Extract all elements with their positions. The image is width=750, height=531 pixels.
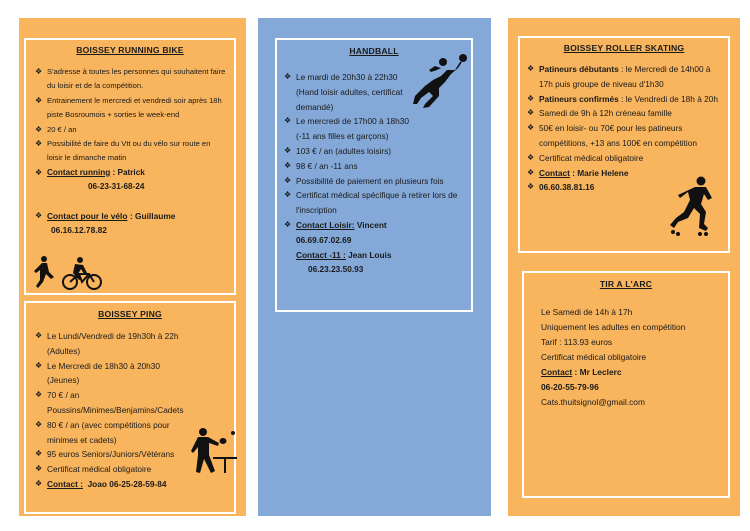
list-item: ❖ 70 € / an Poussins/Minimes/Benjamins/Cadets xyxy=(35,390,184,415)
archery-schedule: Le Samedi de 14h à 17h xyxy=(541,307,633,317)
roller-contact-label: Contact xyxy=(539,167,570,178)
contact-bike-label: Contact pour le vélo xyxy=(47,211,128,222)
roller-contact-phone: 06.60.38.81.16 xyxy=(539,182,595,193)
bullet-icon: ❖ xyxy=(284,190,292,200)
list-item: ❖ Possibilité de faire du Vtt ou du vélo sur route en loisir le dimanche matin xyxy=(35,139,211,163)
bullet-icon: ❖ xyxy=(35,95,43,105)
contact-running-phone: 06-23-31-68-24 xyxy=(88,182,145,192)
contact-loisir-phone: 06.69.67.02.69 xyxy=(296,234,352,245)
roller-skating-title: BOISSEY ROLLER SKATING xyxy=(563,43,685,53)
ping-title: BOISSEY PING xyxy=(98,309,162,319)
archery-contact-label: Contact xyxy=(541,367,573,377)
bullet-icon: ❖ xyxy=(35,449,43,459)
handball-title: HANDBALL xyxy=(349,46,399,56)
list-item: ❖ Contact running : Patrick xyxy=(35,166,228,180)
archery-price: Tarif : 113.93 euros xyxy=(541,337,613,347)
list-item: ❖ 103 € / an (adultes loisirs) xyxy=(284,144,465,159)
contact-bike-line: ❖ Contact pour le vélo : Guillaume xyxy=(35,211,176,222)
list-item: ❖ Possibilité de paiement en plusieurs fois xyxy=(284,174,459,189)
bullet-icon: ❖ xyxy=(35,139,43,149)
bullet-icon: ❖ xyxy=(527,167,535,177)
contact-loisir-label: Contact Loisir: xyxy=(296,219,355,230)
list-item: ❖ Entrainement le mercredi et vendredi soir après 18h piste Bosroumois + sorties le week-end xyxy=(35,95,222,120)
handball-player-icon xyxy=(411,52,469,110)
right-column xyxy=(508,18,740,516)
roller-skating-box xyxy=(518,36,730,253)
bullet-icon: ❖ xyxy=(35,331,43,340)
contact-11-label: Contact -11 : xyxy=(296,249,346,260)
list-item: ❖ Certificat médical obligatoire xyxy=(35,462,228,477)
bullet-icon: ❖ xyxy=(284,72,292,81)
bullet-icon: ❖ xyxy=(284,160,292,170)
bullet-icon: ❖ xyxy=(284,219,292,229)
bullet-icon: ❖ xyxy=(35,360,43,370)
bullet-icon: ❖ xyxy=(527,182,535,192)
bullet-icon: ❖ xyxy=(527,93,535,103)
list-item: ❖ Samedi de 9h à 12h créneau famille xyxy=(527,106,722,121)
bullet-icon: ❖ xyxy=(35,478,43,488)
bullet-icon: ❖ xyxy=(527,108,535,118)
running-bike-box xyxy=(24,38,236,295)
ping-contact-label: Contact : xyxy=(47,478,83,489)
bullet-icon: ❖ xyxy=(35,464,43,474)
contact-bike-phone: 06.16.12.78.82 xyxy=(51,225,107,236)
list-item: ❖ 80 € / an (avec compétitions pour minimes et cadets) xyxy=(35,419,170,445)
bullet-icon: ❖ xyxy=(35,390,43,400)
contact-11-line: Contact -11 : Jean Louis xyxy=(296,249,392,260)
bullet-icon: ❖ xyxy=(284,145,292,155)
confirmed-label: Patineurs confirmés xyxy=(539,93,619,104)
runner-and-cyclist-icon xyxy=(34,255,106,291)
running-bike-title: BOISSEY RUNNING BIKE xyxy=(76,45,184,55)
beginners-label: Patineurs débutants xyxy=(539,64,619,74)
list-item: ❖ Certificat médical obligatoire xyxy=(527,151,722,166)
middle-column xyxy=(258,18,491,516)
archery-box xyxy=(522,271,730,498)
table-tennis-player-icon xyxy=(191,427,237,475)
roller-skater-icon xyxy=(670,176,720,238)
list-item: ❖ Patineurs débutants : le Mercredi de 14h00 à 17h puis groupe de niveau d'1h30 xyxy=(527,64,711,89)
running-bike-list xyxy=(35,65,228,180)
bullet-icon: ❖ xyxy=(527,123,535,133)
left-column xyxy=(19,18,246,516)
list-item: ❖ Contact Loisir: Vincent xyxy=(284,218,465,233)
list-item: ❖ S'adresse à toutes les personnes qui souhaitent faire du loisir et de la compétition. xyxy=(35,67,226,91)
bullet-icon: ❖ xyxy=(35,211,43,221)
archery-title: TIR A L'ARC xyxy=(599,279,653,289)
bullet-icon: ❖ xyxy=(527,152,535,162)
list-item: ❖ Le mardi de 20h30 à 22h30 (Hand loisir adultes, certificat demandé) xyxy=(284,72,403,112)
handball-box xyxy=(275,38,473,312)
bullet-icon: ❖ xyxy=(35,67,43,76)
list-item: ❖ 98 € / an -11 ans xyxy=(284,159,465,174)
archery-details xyxy=(541,305,728,410)
archery-certificate: Certificat médical obligatoire xyxy=(541,352,647,362)
bullet-icon: ❖ xyxy=(527,64,535,73)
bullet-icon: ❖ xyxy=(35,167,43,177)
archery-contact: Contact : Mr Leclerc xyxy=(541,367,622,377)
list-item: ❖ 95 euros Seniors/Juniors/Vétérans xyxy=(35,447,228,462)
contact-running-label: Contact running xyxy=(47,167,111,177)
list-item: ❖ Contact : Marie Helene xyxy=(527,166,722,181)
list-item: ❖ Le Mercredi de 18h30 à 20h30 (Jeunes) xyxy=(35,360,161,386)
list-item xyxy=(35,477,228,492)
list-item: ❖ Patineurs confirmés : le Vendredi de 18h à 20h xyxy=(527,92,722,107)
bullet-icon: ❖ xyxy=(35,419,43,429)
archery-eligibility: Uniquement les adultes en compétition xyxy=(541,322,686,332)
contact-11-phone: 06.23.23.50.93 xyxy=(308,264,364,275)
list-item: ❖ 20 € / an xyxy=(35,123,228,137)
bullet-icon: ❖ xyxy=(35,124,43,134)
list-item: ❖ 50€ en loisir- ou 70€ pour les patineurs compétitions, +13 ans 100€ en compétition xyxy=(527,123,697,148)
archery-phone: 06-20-55-79-96 xyxy=(541,382,599,392)
bullet-icon: ❖ xyxy=(284,116,292,126)
ping-contact-value: Joao 06-25-28-59-84 xyxy=(82,478,167,489)
list-item: ❖ Certificat médical spécifique à retirer lors de l'inscription xyxy=(284,190,458,216)
list-item: ❖ Le Lundi/Vendredi de 19h30h à 22h (Adultes) xyxy=(35,331,179,356)
ping-box xyxy=(24,301,236,514)
list-item: ❖ Le mercredi de 17h00 à 18h30 (-11 ans filles et garçons) xyxy=(284,116,410,142)
bullet-icon: ❖ xyxy=(284,175,292,185)
archery-email[interactable]: Cats.thuitsignol@gmail.com xyxy=(541,397,645,407)
